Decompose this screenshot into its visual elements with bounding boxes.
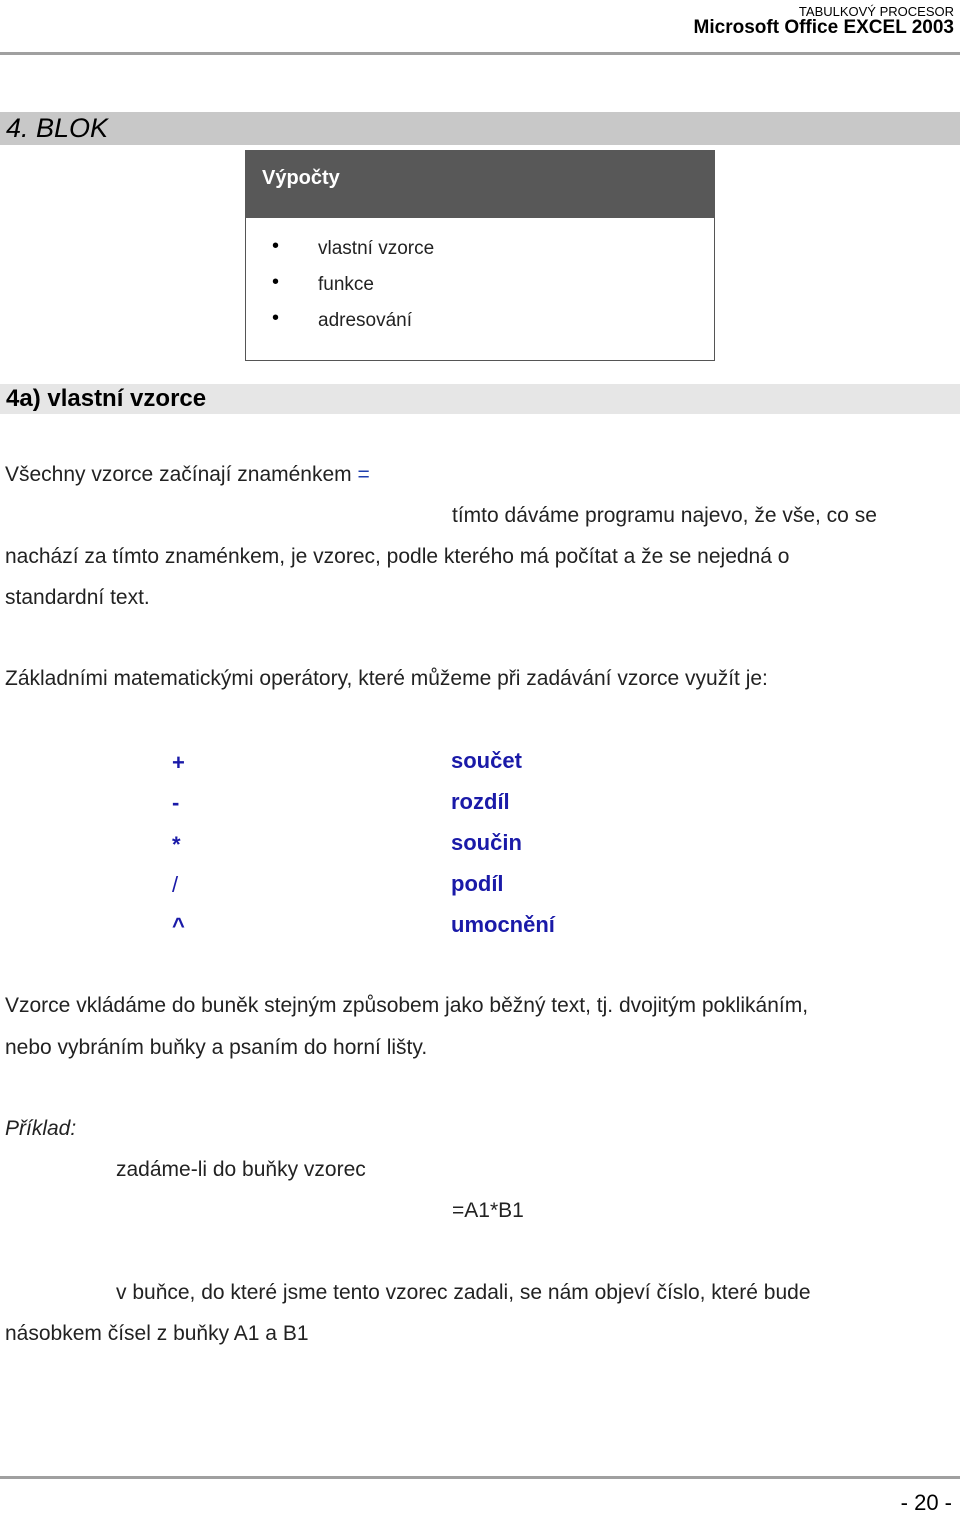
paragraph-text: Všechny vzorce začínají znaménkem bbox=[5, 463, 358, 486]
example-label: Příklad: bbox=[5, 1117, 77, 1140]
summary-item: vlastní vzorce bbox=[318, 238, 435, 259]
operator-name: součin bbox=[451, 830, 522, 855]
operator-symbol: + bbox=[172, 750, 185, 775]
section-title: 4a) vlastní vzorce bbox=[6, 385, 207, 412]
operator-symbol: / bbox=[172, 872, 179, 897]
operator-name: umocnění bbox=[451, 912, 555, 937]
summary-item: adresování bbox=[318, 310, 413, 331]
example-formula: =A1*B1 bbox=[452, 1199, 524, 1222]
paragraph-line: tímto dáváme programu najevo, že vše, co se bbox=[452, 504, 877, 527]
summary-item: funkce bbox=[318, 274, 374, 295]
header-rule bbox=[0, 52, 960, 55]
operator-name: součet bbox=[451, 748, 522, 773]
block-title: 4. BLOK bbox=[6, 113, 109, 143]
paragraph-line: násobkem čísel z buňky A1 a B1 bbox=[5, 1322, 309, 1345]
header-subtitle: TABULKOVÝ PROCESOR bbox=[798, 4, 954, 19]
block-title-bar bbox=[0, 112, 960, 145]
paragraph-line: Vzorce vkládáme do buněk stejným způsobem jako běžný text, tj. dvojitým poklikáním, bbox=[5, 994, 809, 1017]
page-number: - 20 - bbox=[900, 1490, 952, 1515]
operator-symbol: - bbox=[172, 790, 180, 815]
bullet-icon: • bbox=[272, 307, 280, 329]
paragraph-line: standardní text. bbox=[5, 586, 150, 609]
operator-symbol: * bbox=[172, 832, 181, 857]
bullet-icon: • bbox=[272, 235, 280, 257]
paragraph-line bbox=[5, 463, 370, 487]
paragraph-line: v buňce, do které jsme tento vzorec zadali, se nám objeví číslo, které bude bbox=[116, 1281, 811, 1304]
operator-name: rozdíl bbox=[451, 789, 510, 814]
paragraph-line: nebo vybráním buňky a psaním do horní lišty. bbox=[5, 1036, 428, 1059]
operator-name: podíl bbox=[451, 871, 504, 896]
header-title: Microsoft Office EXCEL 2003 bbox=[693, 17, 954, 38]
operators-intro: Základními matematickými operátory, které můžeme při zadávání vzorce využít je: bbox=[5, 667, 768, 690]
footer-rule bbox=[0, 1476, 960, 1479]
bullet-icon: • bbox=[272, 271, 280, 293]
operator-symbol: ^ bbox=[172, 913, 185, 938]
paragraph-line: nachází za tímto znaménkem, je vzorec, podle kterého má počítat a že se nejedná o bbox=[5, 545, 790, 568]
example-line: zadáme-li do buňky vzorec bbox=[116, 1158, 366, 1181]
equals-sign: = bbox=[357, 463, 370, 486]
summary-box-title: Výpočty bbox=[262, 167, 340, 189]
